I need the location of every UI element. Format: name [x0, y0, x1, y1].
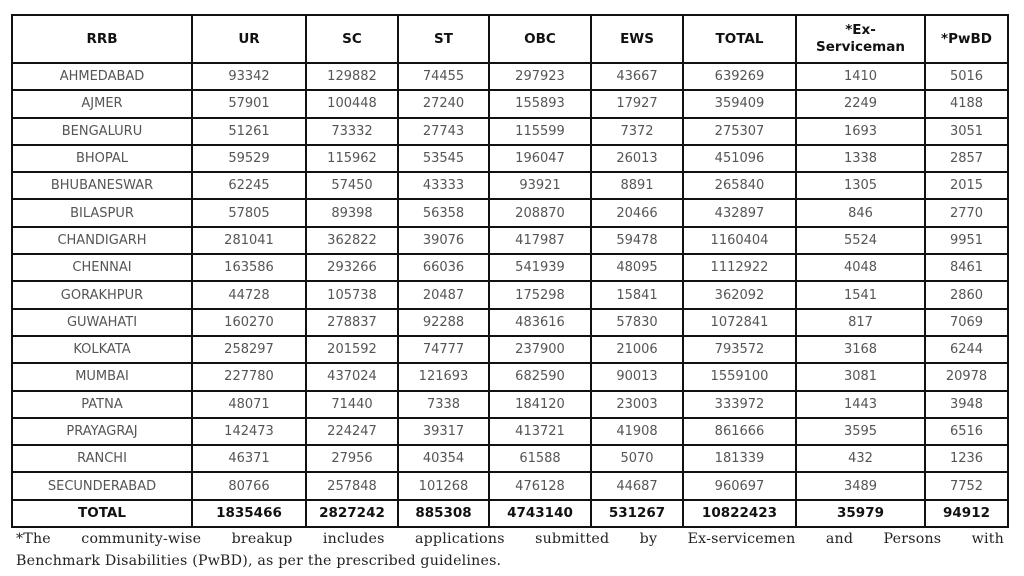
- cell-ur: 258297: [192, 336, 306, 363]
- cell-ews: 15841: [591, 281, 683, 308]
- header-obc: OBC: [489, 15, 591, 63]
- cell-sc: 437024: [306, 363, 398, 390]
- cell-ur: 281041: [192, 227, 306, 254]
- table-row: [12, 63, 1008, 90]
- cell-ur: 93342: [192, 63, 306, 90]
- cell-rrb: GORAKHPUR: [12, 281, 192, 308]
- table-row: [12, 145, 1008, 172]
- cell-total: 1160404: [683, 227, 796, 254]
- cell-rrb: AJMER: [12, 90, 192, 117]
- cell-obc: 175298: [489, 281, 591, 308]
- cell-pwbd: 2770: [925, 199, 1008, 226]
- cell-obc: 297923: [489, 63, 591, 90]
- cell-pwbd: 2860: [925, 281, 1008, 308]
- cell-ex-serviceman: 3081: [796, 363, 925, 390]
- header-ex-line2: Serviceman: [816, 39, 905, 55]
- table-row: [12, 199, 1008, 226]
- cell-obc: 541939: [489, 254, 591, 281]
- cell-total: 1112922: [683, 254, 796, 281]
- cell-sc: 115962: [306, 145, 398, 172]
- table-row: [12, 118, 1008, 145]
- cell-ews: 21006: [591, 336, 683, 363]
- cell-sc: 293266: [306, 254, 398, 281]
- cell-st: 27240: [398, 90, 489, 117]
- cell-ur: 48071: [192, 391, 306, 418]
- cell-st: 56358: [398, 199, 489, 226]
- cell-ur: 44728: [192, 281, 306, 308]
- cell-total: 960697: [683, 472, 796, 499]
- cell-pwbd: 8461: [925, 254, 1008, 281]
- cell-obc: 208870: [489, 199, 591, 226]
- cell-ex-serviceman: 817: [796, 309, 925, 336]
- cell-ews: 59478: [591, 227, 683, 254]
- cell-total: 333972: [683, 391, 796, 418]
- cell-ur: 57901: [192, 90, 306, 117]
- cell-pwbd: 2015: [925, 172, 1008, 199]
- cell-ex-serviceman: 846: [796, 199, 925, 226]
- footnote: [16, 528, 1004, 572]
- cell-obc: 476128: [489, 472, 591, 499]
- cell-ur: 80766: [192, 472, 306, 499]
- cell-sc: 89398: [306, 199, 398, 226]
- header-ur: UR: [192, 15, 306, 63]
- cell-total: 1559100: [683, 363, 796, 390]
- total-obc: 4743140: [489, 500, 591, 527]
- cell-rrb: RANCHI: [12, 445, 192, 472]
- cell-sc: 100448: [306, 90, 398, 117]
- cell-total: 181339: [683, 445, 796, 472]
- cell-total: 793572: [683, 336, 796, 363]
- cell-ews: 8891: [591, 172, 683, 199]
- cell-obc: 155893: [489, 90, 591, 117]
- footnote-line-1: *The community-wise breakup includes applications submitted by Ex-servicemen and Persons with: [16, 531, 1004, 547]
- footnote-line-2: Benchmark Disabilities (PwBD), as per the prescribed guidelines.: [16, 553, 502, 569]
- cell-ews: 90013: [591, 363, 683, 390]
- cell-pwbd: 2857: [925, 145, 1008, 172]
- cell-obc: 417987: [489, 227, 591, 254]
- cell-sc: 73332: [306, 118, 398, 145]
- cell-ews: 17927: [591, 90, 683, 117]
- cell-st: 7338: [398, 391, 489, 418]
- cell-st: 121693: [398, 363, 489, 390]
- cell-ews: 41908: [591, 418, 683, 445]
- header-total: TOTAL: [683, 15, 796, 63]
- cell-pwbd: 1236: [925, 445, 1008, 472]
- cell-total: 432897: [683, 199, 796, 226]
- table-row: [12, 445, 1008, 472]
- header-st: ST: [398, 15, 489, 63]
- cell-ur: 57805: [192, 199, 306, 226]
- cell-obc: 413721: [489, 418, 591, 445]
- cell-ex-serviceman: 3168: [796, 336, 925, 363]
- cell-st: 92288: [398, 309, 489, 336]
- cell-ews: 5070: [591, 445, 683, 472]
- total-rrb: TOTAL: [12, 500, 192, 527]
- table-row: [12, 172, 1008, 199]
- cell-ex-serviceman: 3489: [796, 472, 925, 499]
- cell-ur: 163586: [192, 254, 306, 281]
- cell-rrb: SECUNDERABAD: [12, 472, 192, 499]
- cell-ews: 43667: [591, 63, 683, 90]
- cell-pwbd: 6516: [925, 418, 1008, 445]
- cell-obc: 61588: [489, 445, 591, 472]
- cell-rrb: BILASPUR: [12, 199, 192, 226]
- cell-ews: 23003: [591, 391, 683, 418]
- cell-ews: 48095: [591, 254, 683, 281]
- cell-sc: 129882: [306, 63, 398, 90]
- header-row: [12, 15, 1008, 63]
- cell-st: 74777: [398, 336, 489, 363]
- table-row: [12, 227, 1008, 254]
- cell-total: 359409: [683, 90, 796, 117]
- header-rrb: RRB: [12, 15, 192, 63]
- header-sc: SC: [306, 15, 398, 63]
- total-total: 10822423: [683, 500, 796, 527]
- cell-obc: 115599: [489, 118, 591, 145]
- cell-sc: 71440: [306, 391, 398, 418]
- cell-ex-serviceman: 432: [796, 445, 925, 472]
- cell-st: 53545: [398, 145, 489, 172]
- cell-pwbd: 3948: [925, 391, 1008, 418]
- cell-rrb: CHANDIGARH: [12, 227, 192, 254]
- applications-table-container: [11, 14, 1007, 528]
- cell-ur: 62245: [192, 172, 306, 199]
- table-row: [12, 363, 1008, 390]
- cell-pwbd: 4188: [925, 90, 1008, 117]
- cell-st: 27743: [398, 118, 489, 145]
- cell-ex-serviceman: 1693: [796, 118, 925, 145]
- cell-sc: 27956: [306, 445, 398, 472]
- total-ews: 531267: [591, 500, 683, 527]
- cell-sc: 224247: [306, 418, 398, 445]
- cell-pwbd: 9951: [925, 227, 1008, 254]
- cell-ews: 26013: [591, 145, 683, 172]
- cell-rrb: PRAYAGRAJ: [12, 418, 192, 445]
- cell-pwbd: 6244: [925, 336, 1008, 363]
- total-row: [12, 500, 1008, 527]
- cell-total: 451096: [683, 145, 796, 172]
- cell-sc: 201592: [306, 336, 398, 363]
- cell-ex-serviceman: 2249: [796, 90, 925, 117]
- table-row: [12, 391, 1008, 418]
- cell-st: 101268: [398, 472, 489, 499]
- table-row: [12, 254, 1008, 281]
- header-ex-serviceman: [796, 15, 925, 63]
- cell-pwbd: 7069: [925, 309, 1008, 336]
- header-pwbd: *PwBD: [925, 15, 1008, 63]
- cell-total: 265840: [683, 172, 796, 199]
- cell-rrb: KOLKATA: [12, 336, 192, 363]
- cell-ews: 57830: [591, 309, 683, 336]
- total-ex-serviceman: 35979: [796, 500, 925, 527]
- cell-obc: 184120: [489, 391, 591, 418]
- cell-obc: 237900: [489, 336, 591, 363]
- cell-sc: 57450: [306, 172, 398, 199]
- cell-st: 20487: [398, 281, 489, 308]
- cell-ur: 59529: [192, 145, 306, 172]
- cell-st: 39076: [398, 227, 489, 254]
- cell-rrb: AHMEDABAD: [12, 63, 192, 90]
- cell-st: 40354: [398, 445, 489, 472]
- total-st: 885308: [398, 500, 489, 527]
- cell-pwbd: 20978: [925, 363, 1008, 390]
- cell-rrb: MUMBAI: [12, 363, 192, 390]
- cell-ews: 7372: [591, 118, 683, 145]
- cell-rrb: BENGALURU: [12, 118, 192, 145]
- table-row: [12, 336, 1008, 363]
- cell-ur: 227780: [192, 363, 306, 390]
- table-row: [12, 309, 1008, 336]
- cell-total: 861666: [683, 418, 796, 445]
- table-row: [12, 418, 1008, 445]
- cell-st: 74455: [398, 63, 489, 90]
- cell-pwbd: 3051: [925, 118, 1008, 145]
- cell-ex-serviceman: 1541: [796, 281, 925, 308]
- header-ex-line1: *Ex-: [845, 22, 876, 38]
- cell-pwbd: 7752: [925, 472, 1008, 499]
- table-row: [12, 281, 1008, 308]
- total-sc: 2827242: [306, 500, 398, 527]
- cell-ur: 51261: [192, 118, 306, 145]
- cell-total: 639269: [683, 63, 796, 90]
- cell-ur: 142473: [192, 418, 306, 445]
- cell-rrb: PATNA: [12, 391, 192, 418]
- cell-ex-serviceman: 4048: [796, 254, 925, 281]
- cell-pwbd: 5016: [925, 63, 1008, 90]
- cell-sc: 105738: [306, 281, 398, 308]
- cell-ews: 44687: [591, 472, 683, 499]
- cell-obc: 93921: [489, 172, 591, 199]
- cell-ex-serviceman: 1410: [796, 63, 925, 90]
- cell-ews: 20466: [591, 199, 683, 226]
- cell-rrb: BHUBANESWAR: [12, 172, 192, 199]
- cell-sc: 362822: [306, 227, 398, 254]
- cell-ex-serviceman: 1443: [796, 391, 925, 418]
- total-pwbd: 94912: [925, 500, 1008, 527]
- cell-ex-serviceman: 5524: [796, 227, 925, 254]
- cell-st: 43333: [398, 172, 489, 199]
- table-row: [12, 472, 1008, 499]
- cell-obc: 483616: [489, 309, 591, 336]
- table-body: [12, 63, 1008, 527]
- cell-ur: 160270: [192, 309, 306, 336]
- cell-ur: 46371: [192, 445, 306, 472]
- cell-ex-serviceman: 1338: [796, 145, 925, 172]
- table-row: [12, 90, 1008, 117]
- cell-st: 66036: [398, 254, 489, 281]
- cell-sc: 278837: [306, 309, 398, 336]
- cell-rrb: BHOPAL: [12, 145, 192, 172]
- cell-total: 275307: [683, 118, 796, 145]
- cell-ex-serviceman: 1305: [796, 172, 925, 199]
- cell-sc: 257848: [306, 472, 398, 499]
- cell-total: 1072841: [683, 309, 796, 336]
- cell-ex-serviceman: 3595: [796, 418, 925, 445]
- cell-rrb: CHENNAI: [12, 254, 192, 281]
- total-ur: 1835466: [192, 500, 306, 527]
- cell-total: 362092: [683, 281, 796, 308]
- cell-obc: 196047: [489, 145, 591, 172]
- cell-obc: 682590: [489, 363, 591, 390]
- cell-st: 39317: [398, 418, 489, 445]
- header-ews: EWS: [591, 15, 683, 63]
- cell-rrb: GUWAHATI: [12, 309, 192, 336]
- rrb-applications-table: [11, 14, 1009, 528]
